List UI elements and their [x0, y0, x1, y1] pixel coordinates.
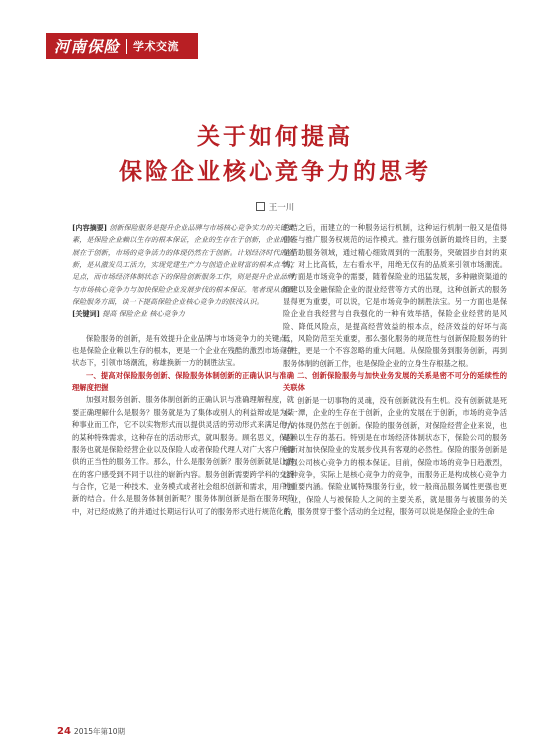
- author-name: 王一川: [268, 203, 295, 213]
- article-title-line1: 关于如何提高: [197, 123, 353, 150]
- abstract-label: [内容摘要]: [72, 223, 108, 232]
- body-paragraph: 创新是一切事物的灵魂，没有创新就没有生机。没有创新就是死水一潭，企业的生存在于创新，企业的发展在于创新，市场的竞争活力的体现仍然在于创新。保险的服务创新，对保险经营企业来说，也是赖以生存的基石。特别是在市场经济体制状态下，保险公司的服务创新对加快保险业的发展步伐具有客观的必然性。保险的服务创新是增强公司核心竞争力的根本保证。目前，保险市场的竞争日趋激烈，这种竞争，实际上是核心竞争力的竞争，而服务正是构成核心竞争力的重要内涵。保险业属特殊服务行业，较一般商品服务属性更强也更专业，保险人与被保险人之间的主要关系，就是服务与被服务的关系，服务贯穿于整个活动的全过程，服务可以说是保险企业的生命: [283, 395, 507, 516]
- section-label: 学术交流: [133, 40, 180, 53]
- author-row: [0, 201, 550, 213]
- section-heading-2: 二、创新保险服务与加快业务发展的关系是密不可分的延续性的关联体: [283, 371, 507, 393]
- page-footer: [57, 726, 125, 737]
- page-number: 24: [57, 726, 71, 737]
- abstract-text: 创新保险服务是提升企业品牌与市场核心竞争实力的关键要素，是保险企业赖以生存的根本保证，企业的生存在于创新，企业的发展在于创新，市场的竞争活力的体现仍然在于创新。计划经济时代的创新，是从激发员工活力，实现党建生产力与创造企业财富的根本点与立足点，而市场经济体制状态下的保险创新服务工作，则是提升企业品牌与市场核心竞争力与加快保险企业发展步伐的根本保证。笔者现从创新保险服务方面，谈一下提高保险企业核心竞争力的肤浅认识。: [72, 223, 294, 307]
- author-box-icon: [256, 202, 265, 211]
- magazine-brand: 河南保险: [54, 37, 121, 56]
- abstract: [72, 222, 294, 308]
- article-title-line2: 保险企业核心竞争力的思考: [119, 158, 431, 185]
- keywords-label: [关键词]: [72, 309, 100, 319]
- section-heading-1: 一、提高对保险服务创新、保险服务体制创新的正确认识与准确理解度把握: [72, 370, 294, 393]
- left-column: [72, 222, 294, 518]
- keywords: [72, 308, 294, 320]
- body-paragraph: 保险服务的创新，是有效提升企业品牌与市场竞争力的关键点，也是保险企业赖以生存的根本，更是一个企业在残酷的激烈市场竞争状态下，引领市场潮流，称雄换新一方的制胜法宝。: [72, 333, 294, 368]
- header-bar: [46, 33, 198, 59]
- body-paragraph: 总结之后，而建立的一种服务运行机制，这种运行机制一般又是值得借鉴与推广服务权规范的运作模式。推行服务创新的最终目的，主要是借助服务领域，通过精心细致周到的一流服务，突破固步自封的束缚，对上比高低，左右看水平，用绝无仅有的品质来引领市场潮流。一方面是市场竞争的需要，随着保险业的迅猛发展，多种融资渠道的组建以及金融保险企业的混业经营等方式的出现，这种创新式的服务显得更为重要，可以说，它是市场竞争的制胜法宝。另一方面也是保险企业自我经营与自我强化的一种有效举措，保险企业经营的是风险、降低风险点，是提高经营效益的根本点，经济效益的好坏与高低，风险防范至关重要，那么强化服务的规范性与创新保险服务的针对性，更是一个不容忽略的重大问题。从保险服务到服务创新，再到服务体制的创新工作，也是保险企业的立身生存根基之根。: [283, 223, 507, 368]
- keywords-text: 提高 保险企业 核心竞争力: [102, 309, 185, 319]
- body-paragraph: 加强对服务创新、服务体制创新的正确认识与准确理解程度，就要正确理解什么是服务？服务就是为了集体或别人的利益辩或是为某种事业而工作，它不以实物形式而以提供灵活的劳动形式来满足他人的某种特殊需求，这种存在的活动形式，就叫服务。顾名思义，保险服务也就是保险经营企业以及保险人或者保险代理人对广大客户所提供的正当性的服务工作。那么，什么是服务创新？服务创新就是让潜在的客户感受到不同于以往的崭新内容。服务创新需要跨学科的交流与合作，它是一种技术、业务模式或者社会组织创新和需求，用户创新的结合。什么是服务体制创新呢？服务体制创新是指在服务环节中，对已经成熟了的并通过长期运行认可了的服务形式进行规范化的: [72, 395, 294, 516]
- header-divider: [126, 39, 127, 54]
- right-column: [283, 222, 507, 518]
- spacer: [72, 321, 294, 333]
- issue-label: 2015年第10期: [73, 727, 126, 736]
